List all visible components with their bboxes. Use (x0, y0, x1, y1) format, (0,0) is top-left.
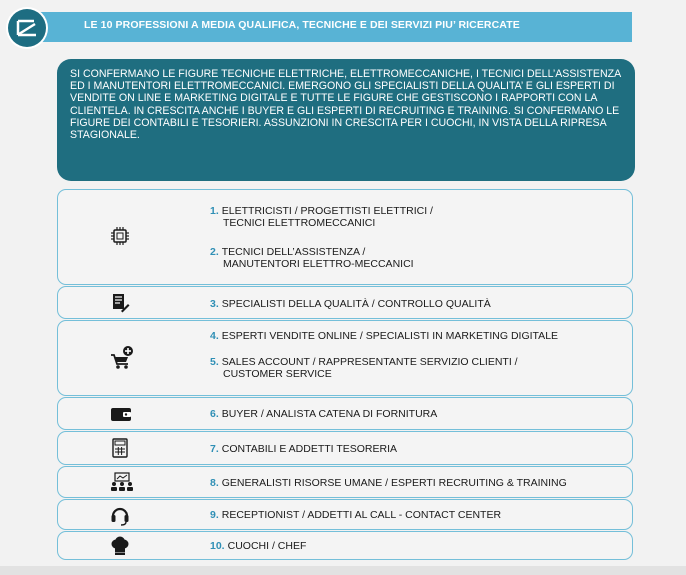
header-bar (38, 12, 632, 42)
group-sales (57, 320, 633, 396)
profession-label: SALES ACCOUNT / RAPPRESENTANTE SERVIZIO CLIENTI / (221, 356, 518, 368)
profession-item-5 (210, 356, 518, 380)
profession-label-line2: MANUTENTORI ELETTRO-MECCANICI (223, 258, 414, 270)
profession-number: 2. (210, 246, 219, 258)
profession-item-1 (210, 205, 433, 229)
team-presentation-icon (110, 472, 134, 494)
profession-number: 3. (210, 298, 219, 310)
chef-hat-icon (110, 536, 132, 558)
profession-item-3 (210, 298, 491, 310)
profession-number: 5. (210, 356, 219, 368)
group-hr (57, 466, 633, 498)
group-call-center (57, 499, 633, 530)
profession-label: ELETTRICISTI / PROGETTISTI ELETTRICI / (221, 205, 433, 217)
professions-list (57, 183, 635, 560)
header-title: LE 10 PROFESSIONI A MEDIA QUALIFICA, TECNICHE E DEI SERVIZI PIU’ RICERCATE (84, 19, 520, 31)
profession-number: 4. (210, 330, 219, 342)
profession-label: CUOCHI / CHEF (227, 540, 307, 552)
group-quality (57, 286, 633, 319)
group-electrical (57, 189, 633, 285)
profession-label: TECNICI DELL’ASSISTENZA / (221, 246, 366, 258)
headset-icon (110, 504, 132, 526)
group-accounting (57, 431, 633, 465)
profession-label: BUYER / ANALISTA CATENA DI FORNITURA (221, 408, 438, 420)
profession-item-7 (210, 443, 397, 455)
profession-item-2 (210, 246, 414, 270)
profession-item-9 (210, 509, 501, 521)
profession-number: 6. (210, 408, 219, 420)
profession-item-4 (210, 330, 558, 342)
profession-label: RECEPTIONIST / ADDETTI AL CALL - CONTACT CENTER (221, 509, 502, 521)
profession-label-line2: CUSTOMER SERVICE (223, 368, 332, 380)
profession-label: GENERALISTI RISORSE UMANE / ESPERTI RECRUITING & TRAINING (221, 477, 567, 489)
document-pen-icon (110, 293, 132, 315)
chip-icon (110, 226, 132, 248)
wallet-icon (110, 404, 132, 426)
profession-item-10 (210, 540, 306, 552)
profession-label: CONTABILI E ADDETTI TESORERIA (221, 443, 397, 455)
summary-box (57, 59, 635, 181)
profession-number: 1. (210, 205, 219, 217)
group-buyer (57, 397, 633, 430)
shopping-cart-add-icon (110, 345, 136, 371)
bottom-strip (0, 566, 686, 575)
logo (8, 9, 46, 47)
calculator-icon (110, 438, 132, 460)
profession-item-6 (210, 408, 437, 420)
profession-label-line2: TECNICI ELETTROMECCANICI (223, 217, 376, 229)
summary-text: SI CONFERMANO LE FIGURE TECNICHE ELETTRICHE, ELETTROMECCANICHE, I TECNICI DELL’ASSISTENZA ED I MANUTENTORI ELETTROMECCANICI. EMERGONO GLI SPECIALISTI DELLA QUALITA’ E GLI ESPERTI DI VENDITE ON LINE E MARKETING DIGITALE E TUTTE LE FIGURE CHE GESTISCONO I RAPPORTI CON LA CLIENTELA. IN CRESCITA ANCHE I BUYER E GLI ESPERTI DI RECRUITING E TRAINING. SI CONFERMANO LE FIGURE DEI CONTABILI E TESORIERI. ASSUNZIONI IN CRESCITA PER I CUOCHI, IN VISTA DELLA RIPRESA STAGIONALE. (70, 68, 621, 142)
profession-label: ESPERTI VENDITE ONLINE / SPECIALISTI IN MARKETING DIGITALE (221, 330, 559, 342)
profession-number: 8. (210, 477, 219, 489)
profession-number: 9. (210, 509, 219, 521)
profession-item-8 (210, 477, 567, 489)
profession-number: 7. (210, 443, 219, 455)
group-chef (57, 531, 633, 560)
profession-label: SPECIALISTI DELLA QUALITÀ / CONTROLLO QUALITÀ (221, 298, 491, 310)
logo-mark-icon (16, 19, 38, 37)
profession-number: 10. (210, 540, 225, 552)
